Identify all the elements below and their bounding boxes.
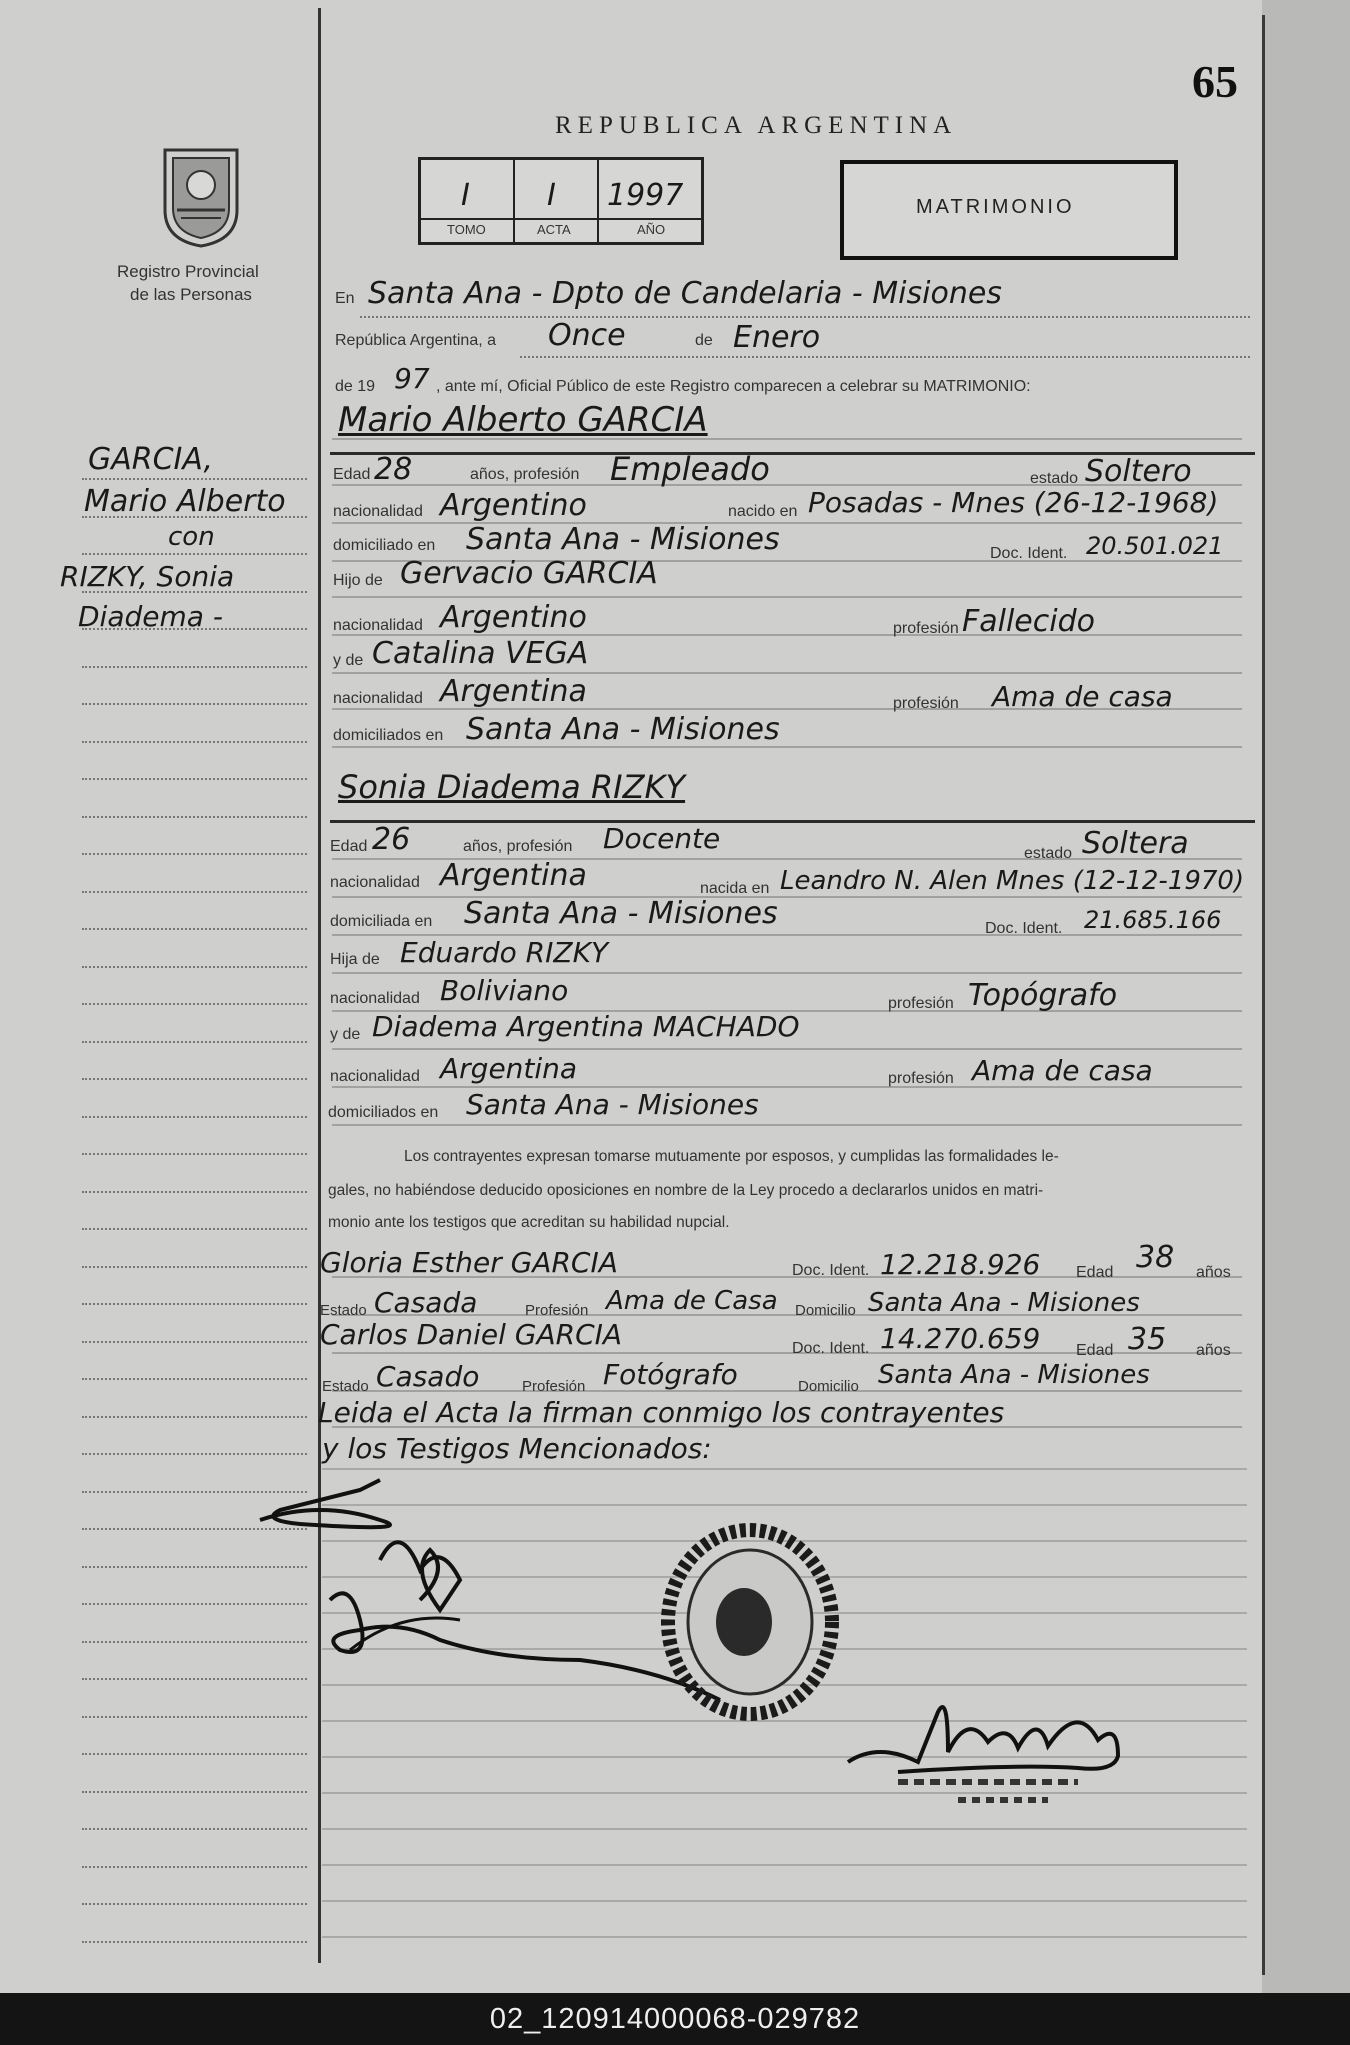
registry-line1: Registro Provincial	[117, 262, 259, 281]
signature-1	[260, 1480, 390, 1527]
groom-father-nationality: Argentino	[440, 600, 587, 635]
margin-rule	[82, 666, 307, 668]
margin-rule	[82, 1191, 307, 1193]
witness2-profession: Fotógrafo	[603, 1358, 738, 1391]
margin-rule	[82, 1828, 307, 1830]
groom-name: Mario Alberto GARCIA	[338, 400, 708, 440]
margin-rule	[82, 1753, 307, 1755]
form-rule	[322, 1828, 1247, 1830]
ano-label: AÑO	[637, 222, 666, 237]
witness1-estado-label: Estado	[320, 1302, 367, 1319]
margin-rule	[82, 1153, 307, 1155]
margin-rule	[82, 741, 307, 743]
margin-rule	[82, 591, 307, 593]
margin-rule	[82, 1866, 307, 1868]
witness1-doc-label: Doc. Ident.	[792, 1262, 870, 1279]
acta-label: ACTA	[537, 222, 571, 237]
officer-signature-icon	[838, 1672, 1158, 1812]
groom-domicile: Santa Ana - Misiones	[466, 522, 780, 557]
bride-parents-dom-label: domiciliados en	[328, 1104, 439, 1121]
witness2-doc: 14.270.659	[880, 1322, 1041, 1355]
groom-born: Posadas - Mnes (26-12-1968)	[808, 486, 1219, 519]
margin-rule	[82, 1078, 307, 1080]
ano-value: 1997	[607, 178, 684, 213]
witness2-prof-label: Profesión	[522, 1378, 586, 1395]
witness1-age: 38	[1136, 1240, 1175, 1275]
form-rule	[332, 1124, 1242, 1126]
bride-nationality: Argentina	[440, 858, 587, 893]
bride-mother: Diadema Argentina MACHADO	[372, 1010, 800, 1043]
groom-parents-domicile: Santa Ana - Misiones	[466, 712, 780, 747]
bride-father: Eduardo RIZKY	[400, 936, 609, 969]
bride-father-nac-label: nacionalidad	[330, 990, 420, 1007]
groom-mother: Catalina VEGA	[372, 636, 589, 671]
witness2-domicile: Santa Ana - Misiones	[878, 1360, 1150, 1390]
bride-mother-profession: Ama de casa	[972, 1054, 1153, 1087]
bride-mother-nac-label: nacionalidad	[330, 1068, 420, 1085]
witness2-estado-label: Estado	[322, 1378, 369, 1395]
bride-born-label: nacida en	[700, 880, 770, 897]
official-stamp-icon	[660, 1522, 840, 1722]
right-border-line	[1262, 15, 1265, 1975]
margin-note-line2: Mario Alberto	[84, 484, 286, 519]
margin-rule	[82, 778, 307, 780]
form-rule	[332, 596, 1242, 598]
bride-estado-label: estado	[1024, 845, 1073, 862]
groom-doc-label: Doc. Ident.	[990, 545, 1068, 562]
legal-text-line1: Los contrayentes expresan tomarse mutuamente por esposos, y cumplidas las formalidades le-	[404, 1148, 1059, 1165]
bride-profession: Docente	[603, 822, 721, 855]
reference-table	[418, 157, 704, 245]
groom-father: Gervacio GARCIA	[400, 556, 658, 591]
margin-rule	[82, 516, 307, 518]
intro-year: 97	[394, 362, 430, 395]
bride-mother-prof-label: profesión	[888, 1070, 954, 1087]
page-number: 65	[1192, 56, 1238, 107]
margin-rule	[82, 1791, 307, 1793]
witness2-edad-label: Edad	[1076, 1342, 1114, 1359]
groom-edad-label: Edad	[333, 466, 371, 483]
witness2-name: Carlos Daniel GARCIA	[320, 1318, 623, 1351]
page-edge	[1262, 0, 1350, 1993]
bride-doc: 21.685.166	[1084, 906, 1222, 934]
witness1-prof-label: Profesión	[525, 1302, 589, 1319]
witness1-name: Gloria Esther GARCIA	[320, 1246, 618, 1279]
bride-yde-label: y de	[330, 1026, 361, 1043]
bride-status: Soltera	[1082, 826, 1189, 861]
form-rule	[332, 1048, 1242, 1050]
witness2-dom-label: Domicilio	[798, 1378, 859, 1395]
witness1-status: Casada	[374, 1286, 478, 1319]
witness1-profession: Ama de Casa	[606, 1286, 778, 1316]
margin-rule	[82, 628, 307, 630]
margin-rule	[82, 816, 307, 818]
margin-rule	[82, 853, 307, 855]
bride-prof-label: años, profesión	[463, 838, 573, 855]
bride-dom-label: domiciliada en	[330, 913, 433, 930]
document-id-footer: 02_120914000068-029782	[0, 1993, 1350, 2045]
closing-line2: y los Testigos Mencionados:	[322, 1432, 712, 1465]
margin-rule	[82, 1416, 307, 1418]
bride-father-profession: Topógrafo	[968, 978, 1118, 1013]
margin-rule	[82, 891, 307, 893]
margin-note-line1: GARCIA,	[88, 442, 214, 477]
bride-edad-label: Edad	[330, 838, 368, 855]
witness1-doc: 12.218.926	[880, 1248, 1041, 1281]
margin-note-line4: RIZKY, Sonia	[60, 560, 235, 593]
margin-rule	[82, 703, 307, 705]
bride-mother-nationality: Argentina	[440, 1052, 578, 1085]
margin-rule	[82, 1378, 307, 1380]
groom-age: 28	[374, 452, 413, 487]
groom-father-nac-label: nacionalidad	[333, 617, 423, 634]
margin-rule	[82, 1116, 307, 1118]
province-seal-icon	[155, 140, 247, 248]
margin-rule	[82, 553, 307, 555]
groom-estado-label: estado	[1030, 470, 1079, 487]
bride-father-nationality: Boliviano	[440, 974, 569, 1007]
bride-name: Sonia Diadema RIZKY	[338, 768, 686, 806]
witness2-anos-label: años	[1196, 1342, 1231, 1359]
republica-label: República Argentina, a	[335, 332, 496, 349]
signature-2	[380, 1542, 460, 1610]
de19-label: de 19	[335, 378, 376, 395]
bride-nac-label: nacionalidad	[330, 874, 420, 891]
form-rule	[322, 1864, 1247, 1866]
margin-rule	[82, 478, 307, 480]
groom-hijo-label: Hijo de	[333, 572, 383, 589]
groom-prof-label: años, profesión	[470, 466, 580, 483]
groom-mother-nationality: Argentina	[440, 674, 587, 709]
witness2-doc-label: Doc. Ident.	[792, 1340, 870, 1357]
closing-line1: Leida el Acta la firman conmigo los contrayentes	[318, 1396, 1005, 1429]
legal-text-line3: monio ante los testigos que acreditan su habilidad nupcial.	[328, 1214, 730, 1231]
margin-rule	[82, 1003, 307, 1005]
bride-domicile: Santa Ana - Misiones	[464, 896, 778, 931]
en-label: En	[335, 290, 355, 307]
groom-nac-label: nacionalidad	[333, 503, 423, 520]
margin-rule	[82, 1041, 307, 1043]
form-rule	[322, 1936, 1247, 1938]
margin-rule	[82, 1453, 307, 1455]
witness1-domicile: Santa Ana - Misiones	[868, 1288, 1140, 1318]
country-title: REPUBLICA ARGENTINA	[555, 112, 958, 139]
acta-value: I	[547, 178, 556, 213]
groom-nationality: Argentino	[440, 488, 587, 523]
act-type-label: MATRIMONIO	[916, 196, 1075, 218]
intro-day: Once	[548, 318, 626, 353]
legal-text-line2: gales, no habiéndose deducido oposiciones en nombre de la Ley procedo a declararlos unidos en matri-	[328, 1182, 1044, 1199]
groom-father-profession: Fallecido	[962, 604, 1095, 639]
margin-note-line5: Diadema -	[78, 600, 223, 633]
groom-father-prof-label: profesión	[893, 620, 959, 637]
intro-month: Enero	[733, 320, 821, 355]
margin-note-line3: con	[168, 522, 215, 552]
witness2-age: 35	[1128, 1322, 1167, 1357]
margin-rule	[82, 1266, 307, 1268]
witness1-dom-label: Domicilio	[795, 1302, 856, 1319]
bride-parents-domicile: Santa Ana - Misiones	[466, 1088, 759, 1121]
groom-profession: Empleado	[610, 450, 770, 488]
witness2-status: Casado	[376, 1360, 480, 1393]
groom-born-label: nacido en	[728, 503, 798, 520]
form-rule	[322, 1900, 1247, 1902]
intro-place: Santa Ana - Dpto de Candelaria - Misiones	[368, 276, 1002, 311]
bride-father-prof-label: profesión	[888, 995, 954, 1012]
intro-de-label: de	[695, 332, 713, 349]
bride-age: 26	[372, 822, 411, 857]
margin-rule	[82, 966, 307, 968]
act-type-box	[840, 160, 1178, 260]
registry-line2: de las Personas	[130, 285, 252, 304]
bride-doc-label: Doc. Ident.	[985, 920, 1063, 937]
bride-hija-label: Hija de	[330, 951, 380, 968]
groom-mother-profession: Ama de casa	[992, 680, 1173, 713]
groom-status: Soltero	[1085, 454, 1192, 489]
witness1-anos-label: años	[1196, 1264, 1231, 1281]
margin-rule	[82, 1228, 307, 1230]
margin-rule	[82, 928, 307, 930]
margin-rule	[82, 1341, 307, 1343]
margin-rule	[82, 1941, 307, 1943]
groom-yde-label: y de	[333, 652, 364, 669]
witness1-edad-label: Edad	[1076, 1264, 1114, 1281]
bride-born: Leandro N. Alen Mnes (12-12-1970)	[780, 866, 1245, 896]
intro-statement: , ante mí, Oficial Público de este Registro comparecen a celebrar su MATRIMONIO:	[436, 378, 1031, 395]
groom-parents-dom-label: domiciliados en	[333, 727, 444, 744]
margin-rule	[82, 1303, 307, 1305]
tomo-label: TOMO	[447, 222, 486, 237]
groom-mother-nac-label: nacionalidad	[333, 690, 423, 707]
margin-rule	[82, 1903, 307, 1905]
groom-doc: 20.501.021	[1086, 532, 1224, 560]
groom-mother-prof-label: profesión	[893, 695, 959, 712]
tomo-value: I	[461, 178, 470, 213]
groom-dom-label: domiciliado en	[333, 537, 436, 554]
